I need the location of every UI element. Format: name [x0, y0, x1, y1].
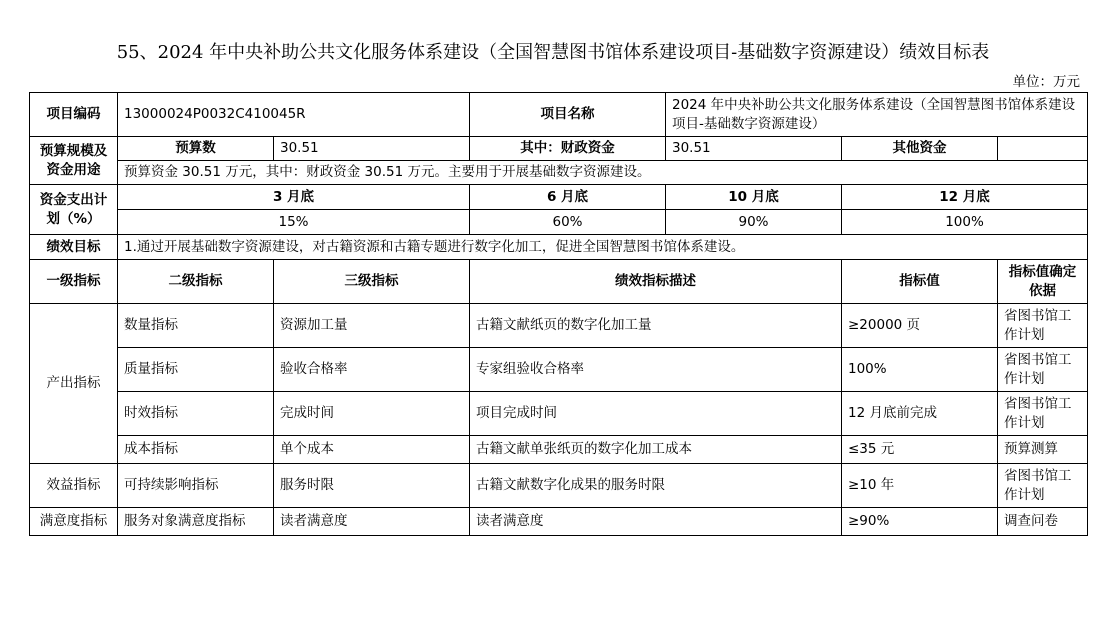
- plan-value: 15%: [118, 210, 470, 235]
- goal-text: 1.通过开展基础数字资源建设，对古籍资源和古籍专题进行数字化加工，促进全国智慧图书馆体系建设。: [118, 235, 1088, 260]
- basis-cell: 省图书馆工作计划: [998, 304, 1088, 348]
- performance-table: [29, 92, 1088, 536]
- table-row: [30, 436, 1088, 464]
- level3-cell: 服务时限: [274, 464, 470, 508]
- basis-cell: 调查问卷: [998, 508, 1088, 536]
- other-fund: [998, 137, 1088, 161]
- level3-cell: 验收合格率: [274, 348, 470, 392]
- level3-cell: 资源加工量: [274, 304, 470, 348]
- plan-period: 12 月底: [842, 185, 1088, 210]
- value-cell: ≤35 元: [842, 436, 998, 464]
- table-row: [30, 508, 1088, 536]
- description-cell: 读者满意度: [470, 508, 842, 536]
- level3-cell: 完成时间: [274, 392, 470, 436]
- budget-purpose: 预算资金 30.51 万元，其中：财政资金 30.51 万元。主要用于开展基础数字资源建设。: [118, 161, 1088, 185]
- fiscal-fund: 30.51: [666, 137, 842, 161]
- level3-cell: 读者满意度: [274, 508, 470, 536]
- description-cell: 专家组验收合格率: [470, 348, 842, 392]
- value-cell: ≥10 年: [842, 464, 998, 508]
- project-code: 13000024P0032C410045R: [118, 93, 470, 137]
- description-cell: 项目完成时间: [470, 392, 842, 436]
- value-cell: 100%: [842, 348, 998, 392]
- project-code-label: 项目编码: [30, 93, 118, 137]
- budget-amount: 30.51: [274, 137, 470, 161]
- project-name-label: 项目名称: [470, 93, 666, 137]
- budget-amount-label: 预算数: [118, 137, 274, 161]
- unit-label: 单位：万元: [1012, 74, 1080, 90]
- plan-value: 90%: [666, 210, 842, 235]
- basis-cell: 省图书馆工作计划: [998, 348, 1088, 392]
- level2-cell: 质量指标: [118, 348, 274, 392]
- level1-cell: 满意度指标: [30, 508, 118, 536]
- value-cell: 12 月底前完成: [842, 392, 998, 436]
- header-level1: 一级指标: [30, 260, 118, 304]
- header-level3: 三级指标: [274, 260, 470, 304]
- plan-period: 6 月底: [470, 185, 666, 210]
- page-title: 55、2024 年中央补助公共文化服务体系建设（全国智慧图书馆体系建设项目-基础数字资源建设）绩效目标表: [116, 42, 990, 63]
- level1-cell: 效益指标: [30, 464, 118, 508]
- plan-value: 60%: [470, 210, 666, 235]
- level3-cell: 单个成本: [274, 436, 470, 464]
- header-value: 指标值: [842, 260, 998, 304]
- plan-period: 10 月底: [666, 185, 842, 210]
- table-row: [30, 392, 1088, 436]
- level1-cell: 产出指标: [30, 304, 118, 464]
- header-level2: 二级指标: [118, 260, 274, 304]
- fiscal-fund-label: 其中：财政资金: [470, 137, 666, 161]
- budget-label: 预算规模及资金用途: [30, 137, 118, 185]
- header-basis: 指标值确定依据: [998, 260, 1088, 304]
- level2-cell: 时效指标: [118, 392, 274, 436]
- level2-cell: 成本指标: [118, 436, 274, 464]
- value-cell: ≥20000 页: [842, 304, 998, 348]
- project-name: 2024 年中央补助公共文化服务体系建设（全国智慧图书馆体系建设项目-基础数字资源建设）: [666, 93, 1088, 137]
- value-cell: ≥90%: [842, 508, 998, 536]
- plan-value: 100%: [842, 210, 1088, 235]
- table-row: [30, 304, 1088, 348]
- header-description: 绩效指标描述: [470, 260, 842, 304]
- plan-period: 3 月底: [118, 185, 470, 210]
- table-row: [30, 348, 1088, 392]
- level2-cell: 数量指标: [118, 304, 274, 348]
- basis-cell: 预算测算: [998, 436, 1088, 464]
- goal-label: 绩效目标: [30, 235, 118, 260]
- description-cell: 古籍文献纸页的数字化加工量: [470, 304, 842, 348]
- table-row: [30, 464, 1088, 508]
- basis-cell: 省图书馆工作计划: [998, 392, 1088, 436]
- basis-cell: 省图书馆工作计划: [998, 464, 1088, 508]
- other-fund-label: 其他资金: [842, 137, 998, 161]
- description-cell: 古籍文献数字化成果的服务时限: [470, 464, 842, 508]
- level2-cell: 服务对象满意度指标: [118, 508, 274, 536]
- description-cell: 古籍文献单张纸页的数字化加工成本: [470, 436, 842, 464]
- level2-cell: 可持续影响指标: [118, 464, 274, 508]
- plan-label: 资金支出计划（%）: [30, 185, 118, 235]
